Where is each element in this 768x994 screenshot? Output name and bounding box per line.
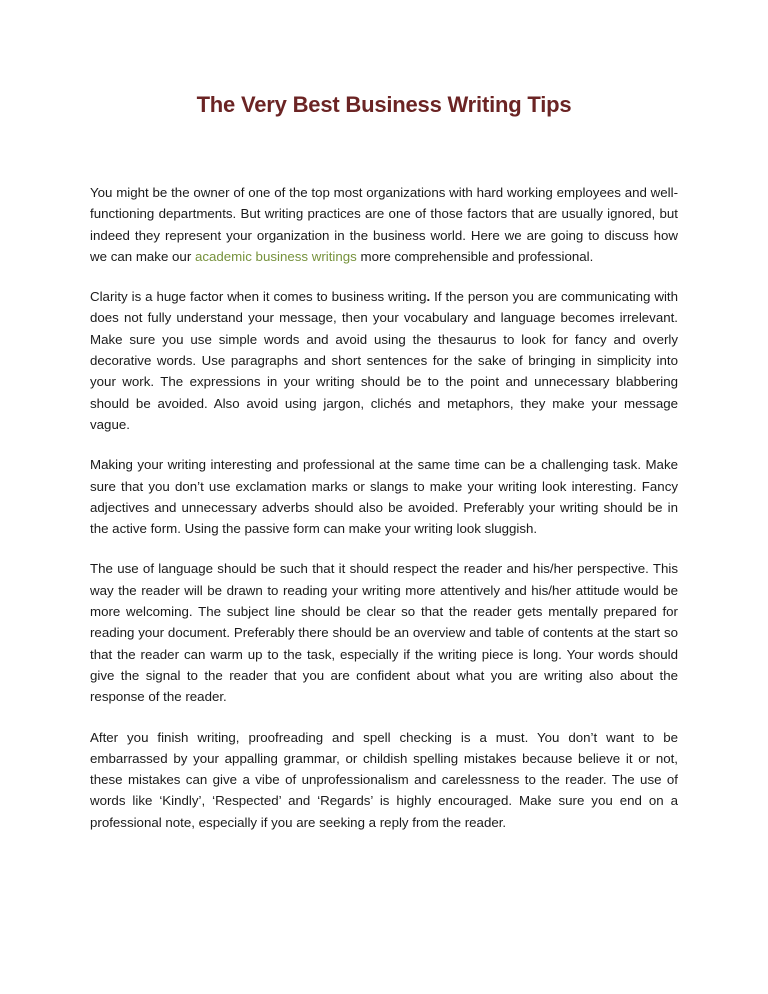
- document-body: [90, 182, 678, 852]
- paragraph-clarity-text-end: If the person you are communicating with does not fully understand your message, then your vocabulary and language becomes irrelevant. Make sure you use simple words and avoid using the thesaurus to look for fancy and overly decorative words. Use paragraphs and short sentences for the sake of bringing in simplicity into your work. The expressions in your writing should be to the point and unnecessary blabbering should be avoided. Also avoid using jargon, clichés and metaphors, they make your message vague.: [90, 289, 679, 432]
- paragraph-intro: [90, 182, 678, 267]
- paragraph-clarity: [90, 286, 678, 435]
- page-title: The Very Best Business Writing Tips: [196, 92, 572, 117]
- paragraph-clarity-bold-period: .: [426, 289, 431, 305]
- academic-business-writings-link[interactable]: academic business writings: [194, 248, 357, 264]
- paragraph-language: The use of language should be such that it should respect the reader and his/her perspective. This way the reader will be drawn to reading your writing more attentively and his/her attitude would be more welcoming. The subject line should be clear so that the reader gets mentally prepared for reading your document. Preferably there should be an overview and table of contents at the start so that the reader can warm up to the task, especially if the writing piece is long. Your words should give the signal to the reader that you are confident about what you are writing also about the response of the reader.: [90, 561, 678, 705]
- paragraph-clarity-text-start: Clarity is a huge factor when it comes to business writing: [90, 289, 427, 305]
- paragraph-intro-text-end: more comprehensible and professional.: [356, 248, 594, 264]
- paragraph-intro-text-start: You might be the owner of one of the top most organizations with hard working employees and well-functioning departments. But writing practices are one of those factors that are usually ignored, but indeed they represent your organization in the business world. Here we are going to discuss how we can make our: [90, 185, 678, 264]
- paragraph-interesting: Making your writing interesting and professional at the same time can be a challenging task. Make sure that you don’t use exclamation marks or slangs to make your writing look interesting. Fancy adjectives and unnecessary adverbs should also be avoided. Preferably your writing should be in the active form. Using the passive form can make your writing look sluggish.: [90, 457, 678, 537]
- paragraph-proofreading: After you finish writing, proofreading and spell checking is a must. You don’t want to be embarrassed by your appalling grammar, or childish spelling mistakes because believe it or not, these mistakes can give a vibe of unprofessionalism and carelessness to the reader. The use of words like ‘Kindly’, ‘Respected’ and ‘Regards’ is highly encouraged. Make sure you end on a professional note, especially if you are seeking a reply from the reader.: [90, 729, 678, 830]
